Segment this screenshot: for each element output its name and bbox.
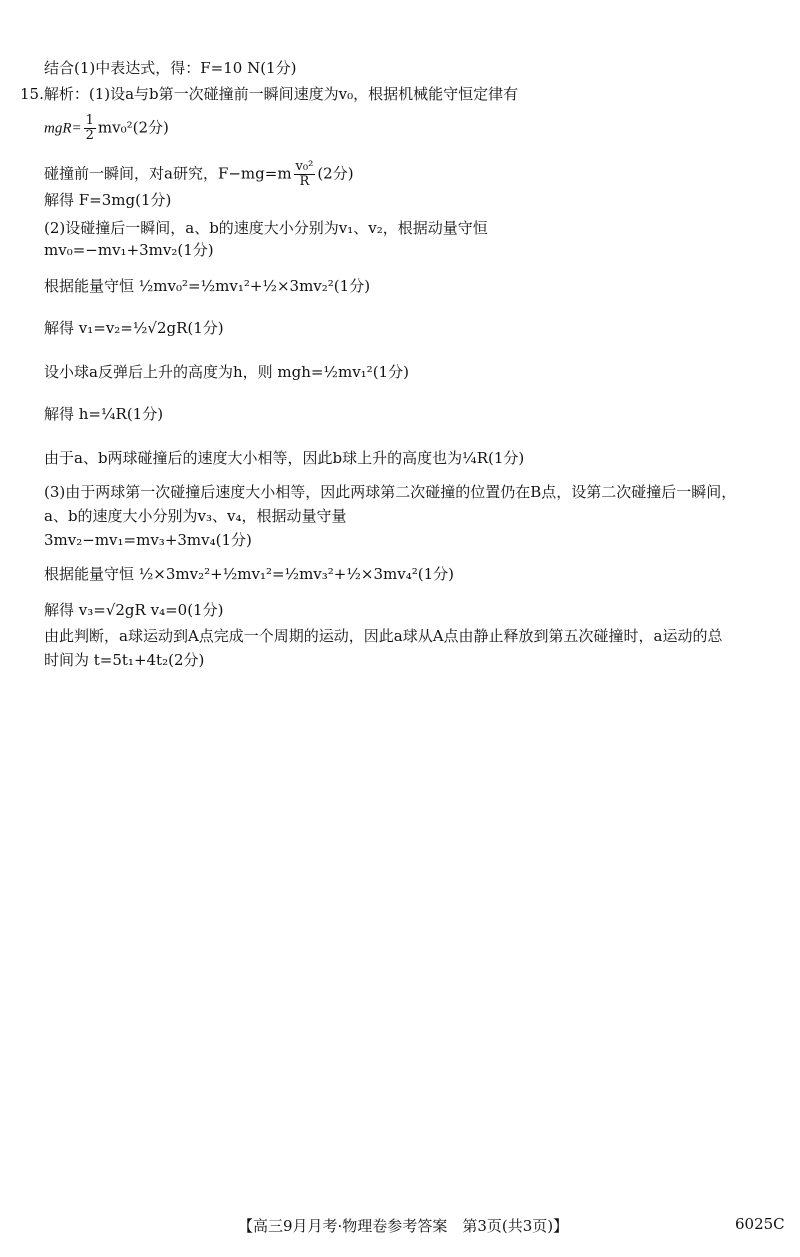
equation-line-energy bbox=[44, 114, 169, 143]
text-line-10: 设小球a反弹后上升的高度为h，则 mgh=½mv₁²(1分) bbox=[44, 363, 409, 381]
text-line-19: 时间为 t=5t₁+4t₂(2分) bbox=[44, 651, 205, 669]
fraction bbox=[294, 160, 316, 189]
eq-pre: mgR= bbox=[44, 120, 82, 137]
eq-post: (2分) bbox=[317, 164, 354, 183]
text-line-9: 解得 v₁=v₂=½√2gR(1分) bbox=[44, 319, 224, 337]
text-line-18: 由此判断，a球运动到A点完成一个周期的运动，因此a球从A点由静止释放到第五次碰撞时，a运动的总 bbox=[44, 627, 723, 645]
text-line-13: (3)由于两球第一次碰撞后速度大小相等，因此两球第二次碰撞的位置仍在B点，设第二次碰撞后一瞬间， bbox=[44, 483, 737, 501]
text-line-14: a、b的速度大小分别为v₃、v₄，根据动量守量 bbox=[44, 507, 347, 525]
text-line-17: 解得 v₃=√2gR v₄=0(1分) bbox=[44, 601, 224, 619]
question-15-heading: 15.解析：(1)设a与b第一次碰撞前一瞬间速度为v₀，根据机械能守恒定律有 bbox=[20, 85, 519, 103]
fraction-denominator: 2 bbox=[85, 128, 94, 143]
text-line-6: (2)设碰撞后一瞬间，a、b的速度大小分别为v₁、v₂，根据动量守恒 bbox=[44, 219, 488, 237]
fraction bbox=[84, 114, 96, 143]
text-line-5: 解得 F=3mg(1分) bbox=[44, 191, 172, 209]
eq-post: mv₀²(2分) bbox=[97, 118, 169, 137]
text-line-8: 根据能量守恒 ½mv₀²=½mv₁²+½×3mv₂²(1分) bbox=[44, 277, 371, 295]
text-line-7: mv₀=−mv₁+3mv₂(1分) bbox=[44, 241, 214, 259]
text-line-11: 解得 h=¼R(1分) bbox=[44, 405, 164, 423]
footer-title: 【高三9月月考·物理卷参考答案 第3页(共3页)】 bbox=[238, 1217, 569, 1235]
eq-pre: 碰撞前一瞬间，对a研究，F−mg=m bbox=[44, 164, 292, 183]
text-line-12: 由于a、b两球碰撞后的速度大小相等，因此b球上升的高度也为¼R(1分) bbox=[44, 449, 525, 467]
text-line-16: 根据能量守恒 ½×3mv₂²+½mv₁²=½mv₃²+½×3mv₄²(1分) bbox=[44, 565, 454, 583]
fraction-numerator: 1 bbox=[85, 113, 94, 128]
fraction-numerator: v₀² bbox=[295, 159, 314, 174]
text-line-15: 3mv₂−mv₁=mv₃+3mv₄(1分) bbox=[44, 531, 252, 549]
text-line-1: 结合(1)中表达式，得：F=10 N(1分) bbox=[44, 59, 297, 77]
footer-code: 6025C bbox=[735, 1215, 785, 1233]
fraction-denominator: R bbox=[299, 174, 310, 189]
equation-line-force bbox=[44, 160, 354, 189]
